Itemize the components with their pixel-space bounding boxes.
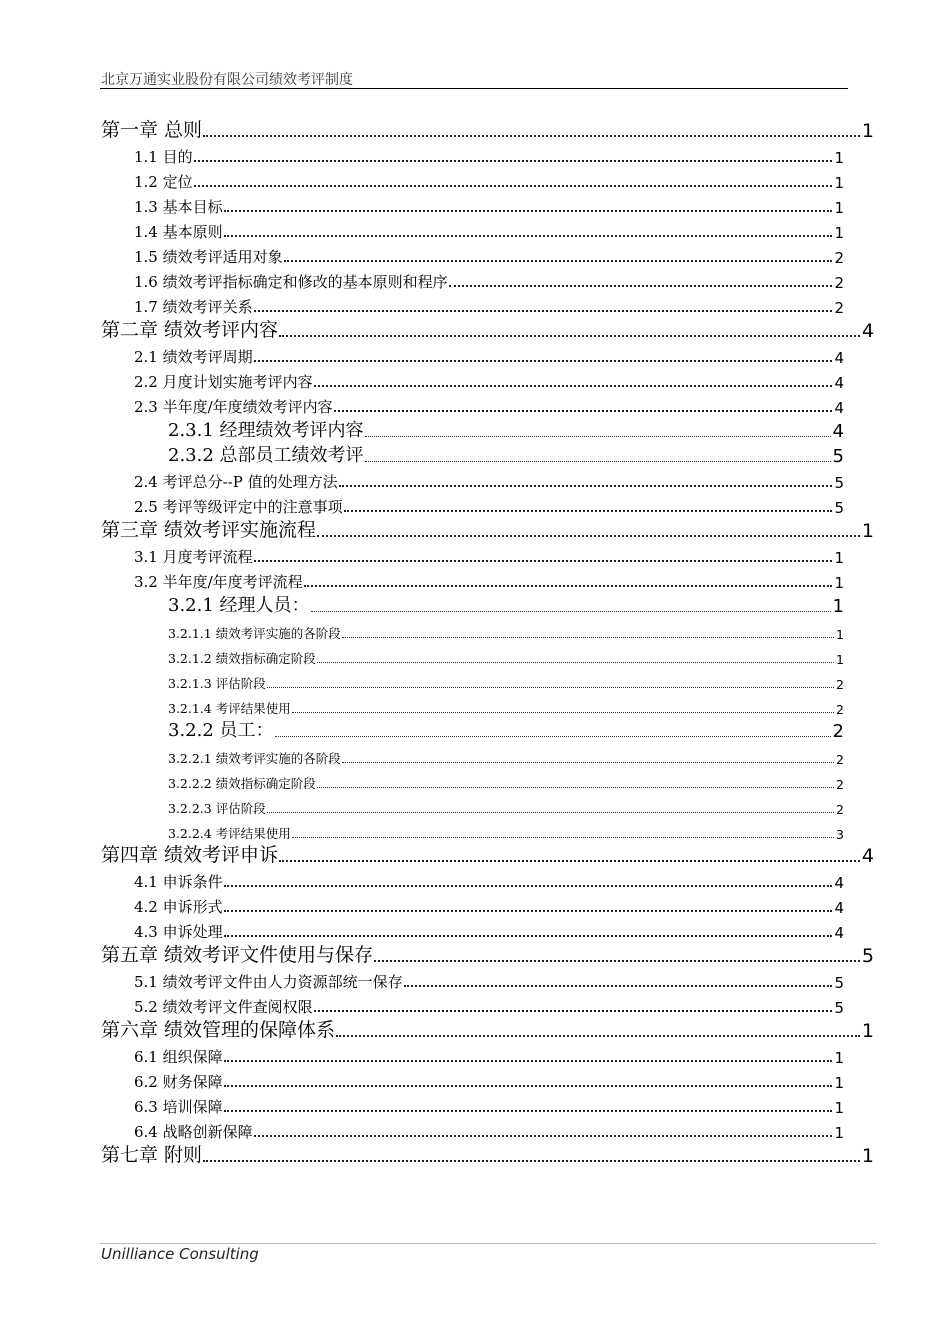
dot-leader <box>284 259 833 262</box>
dot-leader <box>224 1109 833 1112</box>
toc-entry-label: 2.3.1 经理绩效考评内容 <box>168 420 364 441</box>
toc-entry-level-2[interactable] <box>0 192 844 217</box>
toc-entry-label: 3.2.1.4 考评结果使用 <box>168 701 291 716</box>
toc-entry-page-number: 2 <box>834 274 844 292</box>
table-of-contents <box>0 117 950 1167</box>
toc-entry-page-number: 1 <box>834 199 844 217</box>
toc-entry-page-number: 4 <box>834 399 844 417</box>
toc-entry-page-number: 5 <box>834 999 844 1017</box>
toc-entry-label: 第六章 绩效管理的保障体系 <box>101 1019 336 1041</box>
toc-entry-page-number: 4 <box>834 899 844 917</box>
toc-entry-label: 5.1 绩效考评文件由人力资源部统一保存 <box>134 973 403 991</box>
toc-entry-page-number: 2 <box>836 777 844 792</box>
dot-leader <box>314 1009 833 1012</box>
toc-entry-label: 5.2 绩效考评文件查阅权限 <box>134 998 313 1016</box>
toc-entry-label: 2.5 考评等级评定中的注意事项 <box>134 498 343 516</box>
toc-entry-page-number: 1 <box>834 149 844 167</box>
dot-leader <box>267 686 834 688</box>
toc-entry-page-number: 1 <box>834 574 844 592</box>
toc-entry-page-number: 4 <box>832 421 844 442</box>
toc-entry-level-2[interactable] <box>0 567 844 592</box>
toc-entry-label: 1.2 定位 <box>134 173 193 191</box>
dot-leader <box>254 1134 833 1137</box>
header-divider <box>100 88 848 89</box>
dot-leader <box>224 1059 833 1062</box>
toc-entry-level-4[interactable] <box>0 617 844 642</box>
toc-entry-level-2[interactable] <box>0 917 844 942</box>
dot-leader <box>292 711 834 713</box>
dot-leader <box>314 384 833 387</box>
toc-entry-level-2[interactable] <box>0 892 844 917</box>
page-header-title: 北京万通实业股份有限公司绩效考评制度 <box>101 72 353 88</box>
toc-entry-level-1[interactable] <box>0 317 874 342</box>
toc-entry-page-number: 4 <box>861 845 874 867</box>
dot-leader <box>365 460 831 462</box>
toc-entry-label: 2.3 半年度/年度绩效考评内容 <box>134 398 333 416</box>
toc-entry-label: 第二章 绩效考评内容 <box>101 319 279 341</box>
toc-entry-page-number: 5 <box>832 446 844 467</box>
dot-leader <box>311 610 831 612</box>
toc-entry-page-number: 2 <box>836 702 844 717</box>
dot-leader <box>317 661 834 663</box>
toc-entry-level-2[interactable] <box>0 342 844 367</box>
toc-entry-page-number: 1 <box>834 1049 844 1067</box>
toc-entry-level-4[interactable] <box>0 642 844 667</box>
toc-entry-level-4[interactable] <box>0 742 844 767</box>
toc-entry-page-number: 5 <box>834 474 844 492</box>
toc-entry-level-2[interactable] <box>0 267 844 292</box>
dot-leader <box>404 984 833 987</box>
toc-entry-level-1[interactable] <box>0 1017 874 1042</box>
toc-entry-label: 3.2.1 经理人员： <box>168 595 310 616</box>
toc-entry-page-number: 3 <box>836 827 844 842</box>
toc-entry-label: 1.6 绩效考评指标确定和修改的基本原则和程序 <box>134 273 448 291</box>
toc-entry-level-1[interactable] <box>0 517 874 542</box>
toc-entry-level-2[interactable] <box>0 142 844 167</box>
toc-entry-label: 4.1 申诉条件 <box>134 873 223 891</box>
toc-entry-label: 3.2.1.1 绩效考评实施的各阶段 <box>168 626 341 641</box>
dot-leader <box>224 209 833 212</box>
toc-entry-page-number: 1 <box>836 627 844 642</box>
toc-entry-label: 6.2 财务保障 <box>134 1073 223 1091</box>
toc-entry-label: 2.1 绩效考评周期 <box>134 348 253 366</box>
toc-entry-page-number: 4 <box>834 924 844 942</box>
dot-leader <box>254 559 833 562</box>
toc-entry-level-1[interactable] <box>0 1142 874 1167</box>
toc-entry-label: 1.7 绩效考评关系 <box>134 298 253 316</box>
toc-entry-page-number: 1 <box>834 1074 844 1092</box>
dot-leader <box>342 761 834 763</box>
toc-entry-label: 2.3.2 总部员工绩效考评 <box>168 445 364 466</box>
dot-leader <box>374 959 860 962</box>
toc-entry-page-number: 1 <box>861 120 874 142</box>
toc-entry-label: 3.1 月度考评流程 <box>134 548 253 566</box>
toc-entry-level-2[interactable] <box>0 392 844 417</box>
toc-entry-label: 3.2.2 员工： <box>168 720 274 741</box>
toc-entry-page-number: 1 <box>834 1099 844 1117</box>
dot-leader <box>224 1084 833 1087</box>
page-footer-text: Unilliance Consulting <box>101 1245 259 1263</box>
toc-entry-page-number: 4 <box>834 374 844 392</box>
toc-entry-level-2[interactable] <box>0 1117 844 1142</box>
toc-entry-label: 第七章 附则 <box>101 1144 203 1166</box>
toc-entry-page-number: 5 <box>834 499 844 517</box>
toc-entry-level-4[interactable] <box>0 692 844 717</box>
toc-entry-label: 6.3 培训保障 <box>134 1098 223 1116</box>
toc-entry-label: 2.4 考评总分--P 值的处理方法 <box>134 473 338 491</box>
toc-entry-page-number: 1 <box>836 652 844 667</box>
toc-entry-level-3[interactable] <box>0 442 844 467</box>
toc-entry-level-3[interactable] <box>0 717 844 742</box>
toc-entry-label: 第三章 绩效考评实施流程 <box>101 519 317 541</box>
toc-entry-label: 4.2 申诉形式 <box>134 898 223 916</box>
toc-entry-page-number: 5 <box>834 974 844 992</box>
toc-entry-page-number: 4 <box>834 874 844 892</box>
toc-entry-label: 3.2.2.4 考评结果使用 <box>168 826 291 841</box>
toc-entry-label: 第五章 绩效考评文件使用与保存 <box>101 944 374 966</box>
toc-entry-page-number: 2 <box>832 721 844 742</box>
toc-entry-level-2[interactable] <box>0 1067 844 1092</box>
toc-entry-label: 3.2.1.2 绩效指标确定阶段 <box>168 651 316 666</box>
dot-leader <box>224 934 833 937</box>
toc-entry-page-number: 1 <box>834 1124 844 1142</box>
toc-entry-level-2[interactable] <box>0 967 844 992</box>
toc-entry-level-3[interactable] <box>0 592 844 617</box>
dot-leader <box>279 859 860 862</box>
toc-entry-page-number: 4 <box>861 320 874 342</box>
toc-entry-label: 3.2.2.3 评估阶段 <box>168 801 266 816</box>
dot-leader <box>203 1159 860 1162</box>
toc-entry-level-2[interactable] <box>0 1092 844 1117</box>
toc-entry-level-2[interactable] <box>0 367 844 392</box>
toc-entry-label: 1.3 基本目标 <box>134 198 223 216</box>
dot-leader <box>334 409 833 412</box>
dot-leader <box>304 584 833 587</box>
toc-entry-level-2[interactable] <box>0 467 844 492</box>
toc-entry-level-4[interactable] <box>0 792 844 817</box>
toc-entry-level-2[interactable] <box>0 217 844 242</box>
dot-leader <box>194 184 833 187</box>
toc-entry-page-number: 2 <box>836 677 844 692</box>
toc-entry-level-1[interactable] <box>0 942 874 967</box>
toc-entry-level-4[interactable] <box>0 767 844 792</box>
toc-entry-page-number: 1 <box>834 549 844 567</box>
dot-leader <box>267 811 834 813</box>
toc-entry-page-number: 4 <box>834 349 844 367</box>
toc-entry-page-number: 1 <box>861 1020 874 1042</box>
dot-leader <box>344 509 833 512</box>
dot-leader <box>449 284 833 287</box>
dot-leader <box>317 534 860 537</box>
toc-entry-page-number: 2 <box>834 299 844 317</box>
toc-entry-label: 3.2 半年度/年度考评流程 <box>134 573 303 591</box>
toc-entry-level-3[interactable] <box>0 417 844 442</box>
toc-entry-page-number: 1 <box>834 174 844 192</box>
dot-leader <box>275 735 831 737</box>
toc-entry-label: 3.2.2.2 绩效指标确定阶段 <box>168 776 316 791</box>
toc-entry-label: 6.4 战略创新保障 <box>134 1123 253 1141</box>
toc-entry-label: 1.5 绩效考评适用对象 <box>134 248 283 266</box>
footer-divider <box>100 1243 876 1244</box>
dot-leader <box>365 435 831 437</box>
toc-entry-level-2[interactable] <box>0 1042 844 1067</box>
dot-leader <box>342 636 834 638</box>
toc-entry-label: 1.4 基本原则 <box>134 223 223 241</box>
toc-entry-page-number: 2 <box>836 802 844 817</box>
toc-entry-page-number: 2 <box>834 249 844 267</box>
dot-leader <box>254 309 833 312</box>
dot-leader <box>336 1034 860 1037</box>
toc-entry-page-number: 5 <box>861 945 874 967</box>
dot-leader <box>254 359 833 362</box>
toc-entry-label: 3.2.1.3 评估阶段 <box>168 676 266 691</box>
toc-entry-level-4[interactable] <box>0 817 844 842</box>
toc-entry-level-1[interactable] <box>0 842 874 867</box>
toc-entry-level-2[interactable] <box>0 167 844 192</box>
toc-entry-level-1[interactable] <box>0 117 874 142</box>
toc-entry-level-2[interactable] <box>0 867 844 892</box>
toc-entry-label: 3.2.2.1 绩效考评实施的各阶段 <box>168 751 341 766</box>
toc-entry-level-2[interactable] <box>0 542 844 567</box>
dot-leader <box>339 484 833 487</box>
toc-entry-page-number: 1 <box>861 520 874 542</box>
dot-leader <box>292 836 834 838</box>
toc-entry-page-number: 1 <box>861 1145 874 1167</box>
dot-leader <box>317 786 834 788</box>
toc-entry-page-number: 1 <box>834 224 844 242</box>
toc-entry-label: 第一章 总则 <box>101 119 203 141</box>
toc-entry-page-number: 1 <box>832 596 844 617</box>
toc-entry-level-2[interactable] <box>0 292 844 317</box>
toc-entry-label: 6.1 组织保障 <box>134 1048 223 1066</box>
toc-entry-label: 4.3 申诉处理 <box>134 923 223 941</box>
dot-leader <box>224 234 833 237</box>
toc-entry-level-2[interactable] <box>0 242 844 267</box>
dot-leader <box>279 334 860 337</box>
dot-leader <box>224 909 833 912</box>
toc-entry-page-number: 2 <box>836 752 844 767</box>
toc-entry-level-4[interactable] <box>0 667 844 692</box>
dot-leader <box>224 884 833 887</box>
toc-entry-level-2[interactable] <box>0 492 844 517</box>
dot-leader <box>194 159 833 162</box>
toc-entry-label: 第四章 绩效考评申诉 <box>101 844 279 866</box>
toc-entry-label: 1.1 目的 <box>134 148 193 166</box>
dot-leader <box>203 134 860 137</box>
toc-entry-label: 2.2 月度计划实施考评内容 <box>134 373 313 391</box>
toc-entry-level-2[interactable] <box>0 992 844 1017</box>
